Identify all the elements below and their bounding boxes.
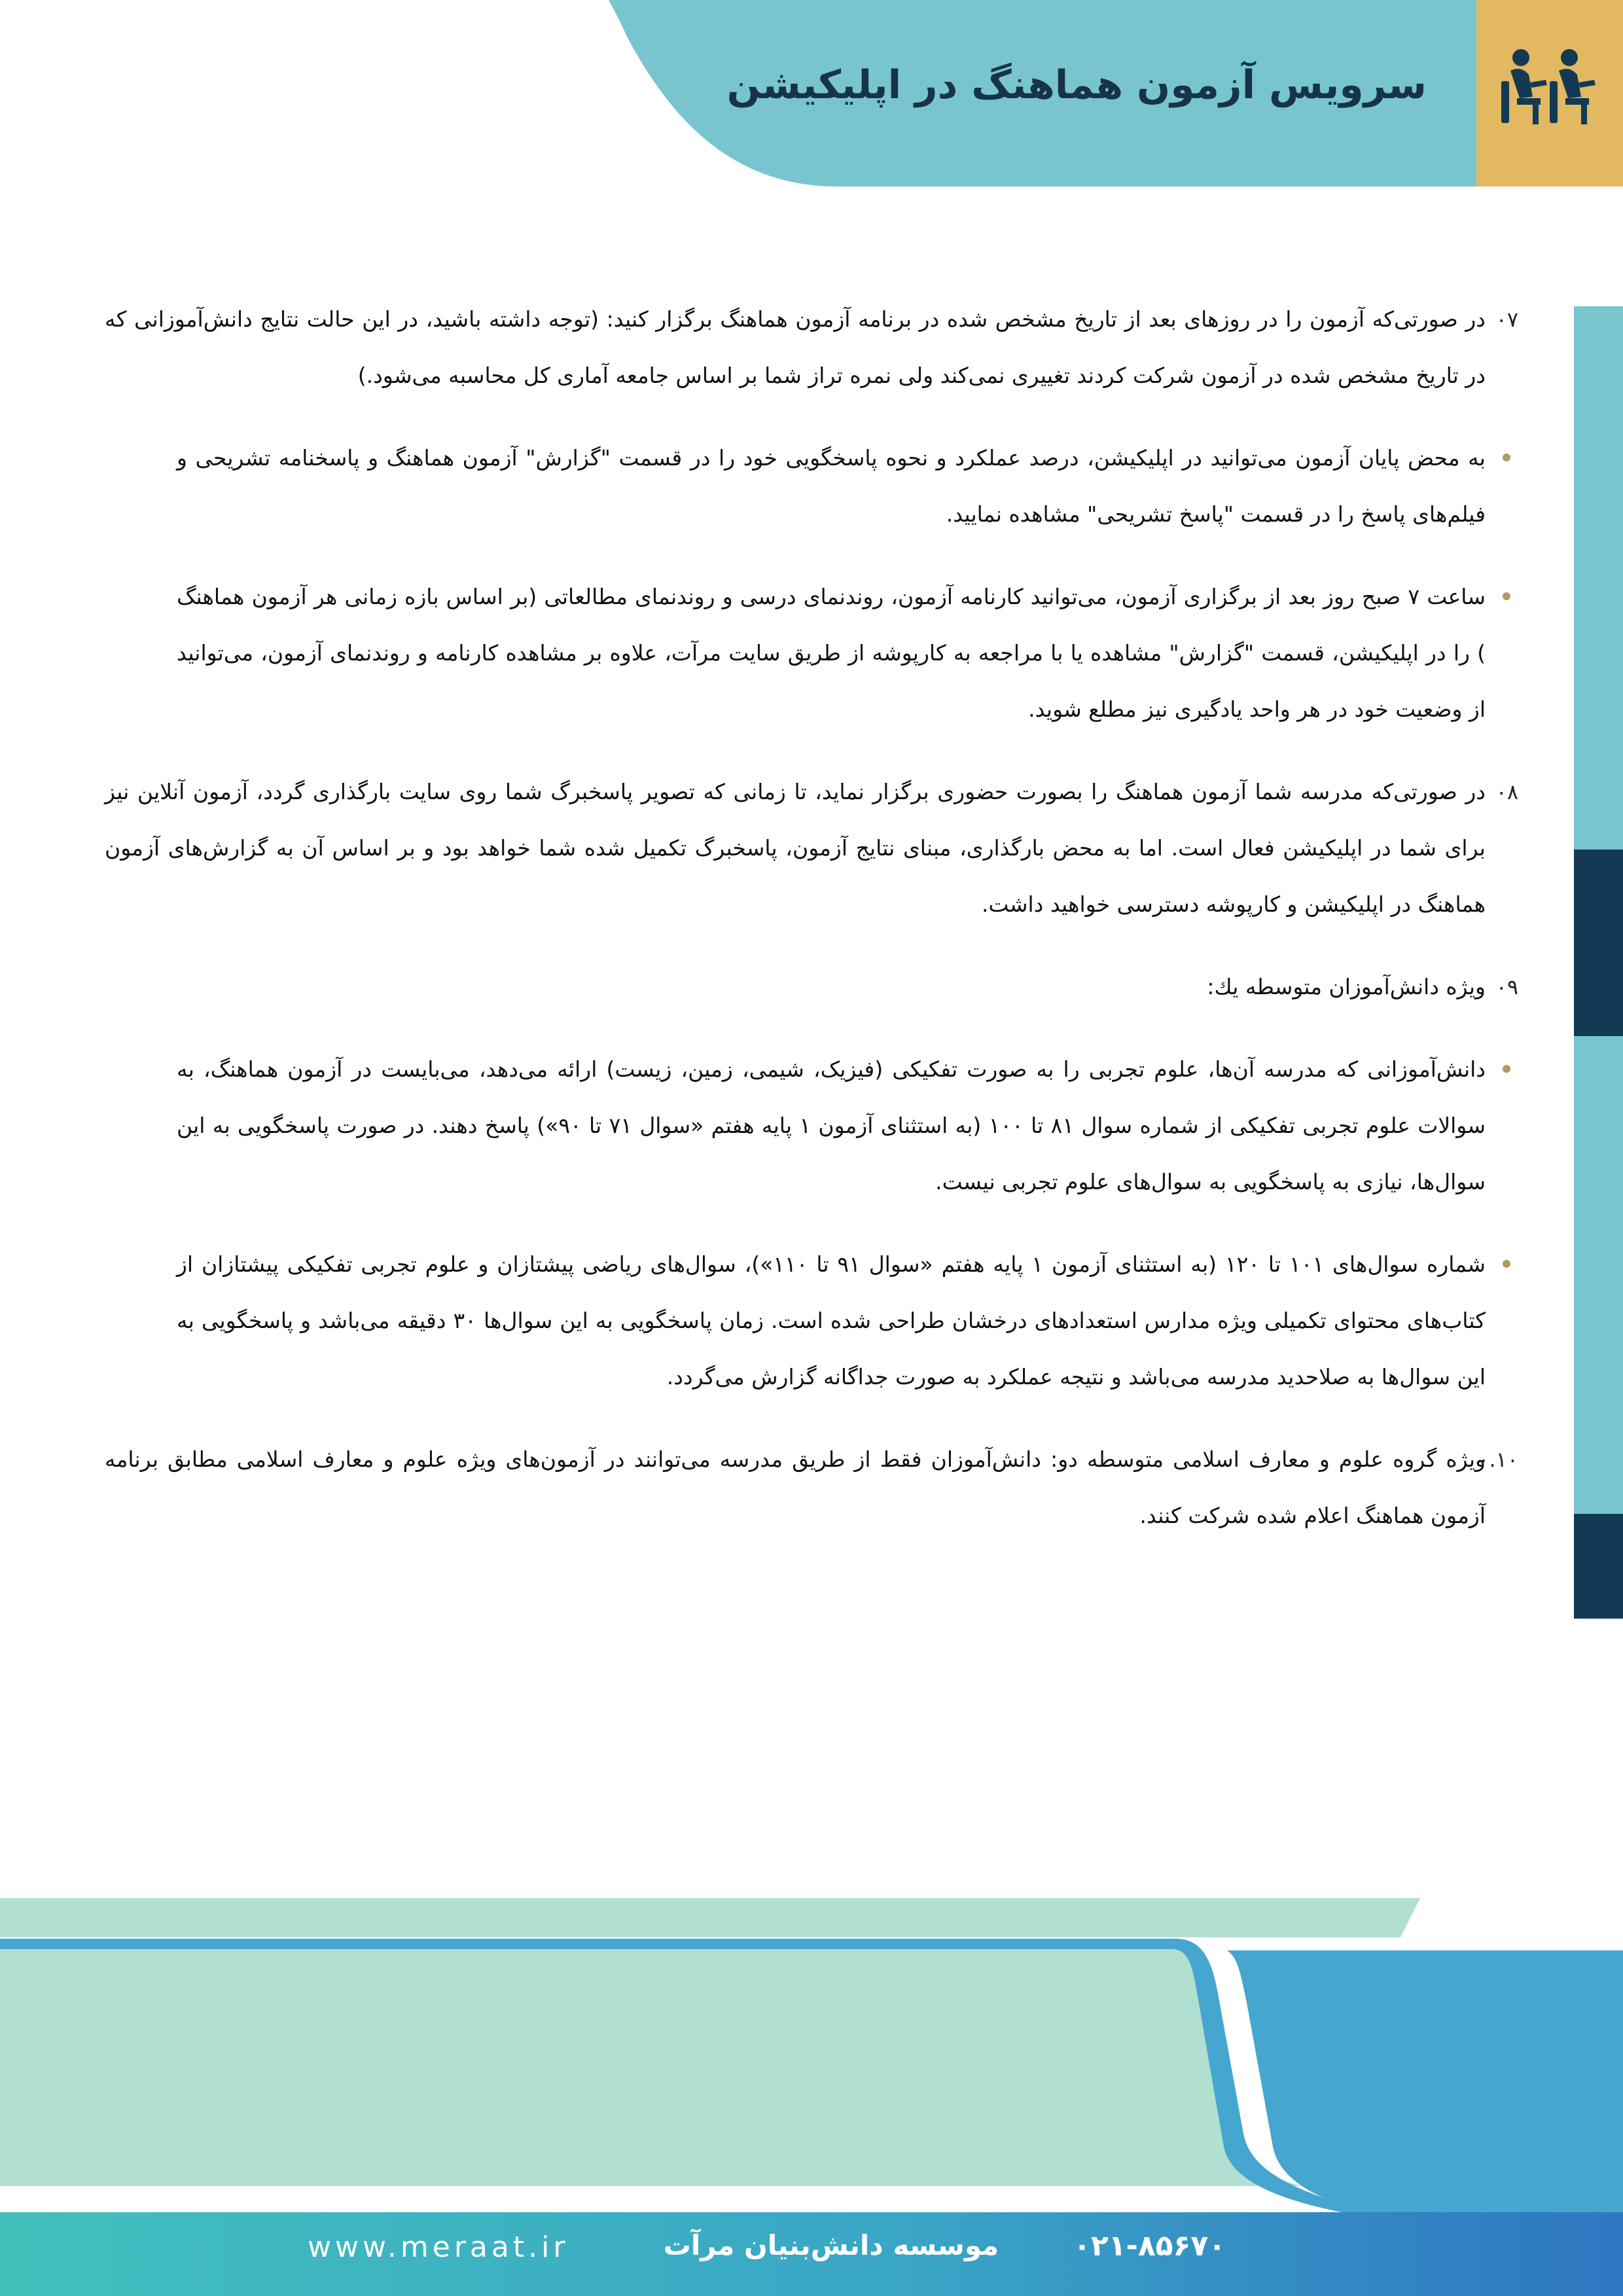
side-stripe-teal-top	[1574, 306, 1623, 850]
bullet-item	[177, 1236, 1486, 1405]
side-stripe-navy-top	[1574, 850, 1623, 1036]
item-text: در صورتی‌که آزمون را در روزهای بعد از تاریخ مشخص شده در برنامه آزمون هماهنگ برگزار کنید: (توجه داشته باشید، در این حالت نتایج دانش‌آموزانی که در تاریخ مشخص شده در آزمون شرکت کردند تغییری نمی‌کند ولی نمره تراز شما بر اساس جامعه آماری کل محاسبه می‌شود.)	[105, 306, 1486, 388]
bullet-item	[177, 430, 1486, 543]
bullet-item	[177, 569, 1486, 738]
item-text: ویژه گروه علوم و معارف اسلامی متوسطه دو: دانش‌آموزان فقط از طریق مدرسه می‌توانند در آزمون‌های ویژه علوم و معارف اسلامی مطابق برنامه آزمون هماهنگ اعلام شده شرکت کنند.	[105, 1446, 1486, 1528]
item-number: ۰۸	[1495, 780, 1518, 804]
bullet-text: ساعت ۷ صبح روز بعد از برگزاری آزمون، می‌توانید کارنامه آزمون، روندنمای درسی و روندنمای مطالعاتی (بر اساس بازه زمانی هر آزمون هماهنگ ) را در اپلیکیشن، قسمت "گزارش" مشاهده یا با مراجعه به کارپوشه از طریق سایت مرآت، علاوه بر مشاهده کارنامه و روندنمای آزمون، می‌توانید از وضعیت خود در هر واحد یادگیری نیز مطلع شوید.	[177, 584, 1486, 722]
side-stripe-teal-bottom	[1574, 1036, 1623, 1514]
footer-institute-name: موسسه دانش‌بنیان مرآت	[663, 2229, 999, 2261]
bullet-dot-icon	[1503, 454, 1510, 461]
bullet-dot-icon	[1503, 1260, 1510, 1268]
footer-phone: ۰۲۱-۸۵۶۷۰	[1073, 2229, 1226, 2263]
item-text: در صورتی‌که مدرسه شما آزمون هماهنگ را بصورت حضوری برگزار نماید، تا زمانی که تصویر پاسخبرگ شما روی سایت بارگذاری گردد، آزمون آنلاین نیز برای شما در اپلیکیشن فعال است. اما به محض بارگذاری، مبنای نتایج آزمون، پاسخبرگ تکمیل شده شما خواهد بود و بر اساس آن به گزارش‌های آزمون هماهنگ در اپلیکیشن و کارپوشه دسترسی خواهید داشت.	[105, 779, 1486, 917]
bullet-text: شماره سوال‌های ۱۰۱ تا ۱۲۰ (به استثنای آزمون ۱ پایه هفتم «سوال ۹۱ تا ۱۱۰»)، سوال‌های ریاضی پیشتازان و علوم تجربی تفکیکی پیشتازان از کتاب‌های محتوای تکمیلی ویژه مدارس استعدادهای درخشان طراحی شده است. زمان پاسخگویی به این سوال‌ها ۳۰ دقیقه می‌باشد و پاسخگویی به این سوال‌ها به صلاحدید مدرسه می‌باشد و نتیجه عملکرد به صورت جداگانه گزارش می‌گردد.	[177, 1251, 1486, 1390]
bullet-text: به محض پایان آزمون می‌توانید در اپلیکیشن، درصد عملکرد و نحوه پاسخگویی خود را در قسمت "گزارش" آزمون هماهنگ و پاسخنامه تشریحی و فیلم‌های پاسخ را در قسمت "پاسخ تشریحی" مشاهده نمایید.	[177, 445, 1486, 527]
list-item-7	[105, 291, 1518, 404]
item-number: ۰۹	[1495, 975, 1518, 999]
footer-wave-decoration	[0, 1898, 1623, 2212]
page-title: سرویس آزمون هماهنگ در اپلیکیشن	[726, 62, 1427, 108]
bullet-text: دانش‌آموزانی که مدرسه آن‌ها، علوم تجربی را به صورت تفکیکی (فیزیک، شیمی، زمین، زیست) ارائه می‌دهد، می‌بایست در آزمون هماهنگ، به سوالات علوم تجربی تفکیکی از شماره سوال ۸۱ تا ۱۰۰ (به استثنای آزمون ۱ پایه هفتم «سوال ۷۱ تا ۹۰») پاسخ دهند. در صورت پاسخگویی به این سوال‌ها، نیازی به پاسخگویی به سوال‌های علوم تجربی نیست.	[177, 1056, 1486, 1194]
list-item-10	[105, 1431, 1518, 1544]
item-number: ۰.۱۰	[1478, 1447, 1518, 1472]
list-item-8	[105, 764, 1518, 933]
main-content	[105, 291, 1518, 1570]
list-item-9	[105, 959, 1518, 1015]
bullet-dot-icon	[1503, 592, 1510, 600]
item-text: ویژه دانش‌آموزان متوسطه یك:	[1207, 974, 1486, 999]
item-number: ۰۷	[1495, 307, 1518, 332]
bullet-item	[177, 1041, 1486, 1210]
bullet-dot-icon	[1503, 1065, 1510, 1073]
side-stripe-navy-bottom	[1574, 1514, 1623, 1619]
footer-website[interactable]: www.meraat.ir	[308, 2231, 569, 2264]
classroom-students-icon	[1496, 46, 1601, 137]
header-icon-box	[1476, 0, 1623, 187]
